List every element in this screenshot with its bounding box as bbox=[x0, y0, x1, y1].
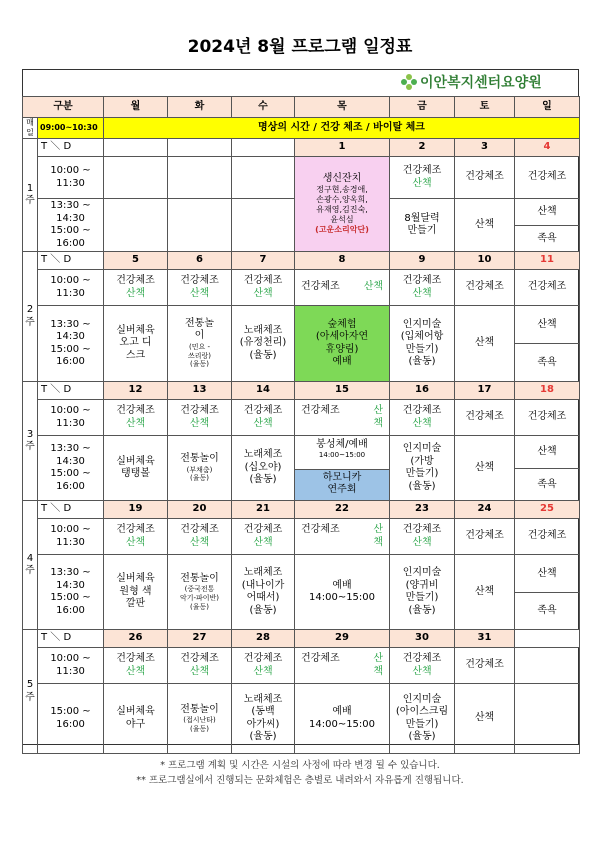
program-name: 전통놀이 bbox=[180, 703, 219, 715]
program-name: 건강체조 bbox=[402, 165, 442, 176]
program-name: 산책 bbox=[515, 555, 579, 593]
program-sub: 산책 bbox=[253, 287, 273, 299]
program-sub: 산책 bbox=[189, 665, 210, 677]
program-time: 14:00~15:00 bbox=[318, 451, 366, 459]
program-cell: 예배 14:00~15:00 bbox=[295, 684, 390, 754]
week1-morning-row bbox=[23, 157, 580, 199]
program-name: 건강체조 bbox=[116, 405, 155, 416]
date-cell: 19 bbox=[104, 501, 168, 519]
header-sun: 일 bbox=[515, 97, 580, 118]
td-header: T ＼ D bbox=[38, 382, 104, 400]
program-name: 족욕 bbox=[537, 233, 557, 244]
date-cell: 17 bbox=[455, 382, 515, 400]
date-cell: 20 bbox=[168, 501, 232, 519]
program-name: 전통놀 이 bbox=[185, 317, 214, 342]
date-cell: 27 bbox=[168, 630, 232, 648]
footnote-2: ** 프로그램실에서 진행되는 문화체험은 층별로 내려와서 자유롭게 진행됩니다. bbox=[136, 775, 464, 786]
empty-cell bbox=[104, 199, 168, 252]
td-header: T ＼ D bbox=[38, 139, 104, 157]
td-header: T ＼ D bbox=[38, 252, 104, 270]
program-name: 건강체조 bbox=[116, 653, 155, 664]
program-sub: 산책 bbox=[125, 417, 146, 429]
program-cell: 건강체조 bbox=[515, 519, 580, 555]
program-sub: 산책 bbox=[125, 536, 146, 548]
program-cell bbox=[390, 270, 455, 306]
empty-cell bbox=[515, 648, 580, 684]
program-name: 건강체조 bbox=[402, 524, 442, 535]
program-cell bbox=[295, 400, 390, 436]
program-name: 건강체조 bbox=[116, 275, 155, 286]
date-cell: 7 bbox=[232, 252, 295, 270]
program-name: 건강체조 bbox=[116, 524, 155, 535]
program-cell: 실버체육 야구 bbox=[104, 684, 168, 754]
program-detail: (중국전통 악기-파이반) bbox=[179, 585, 220, 602]
program-cell: 인지미술 (입체어항 만들기) (율동) bbox=[390, 306, 455, 382]
program-name: 건강체조 bbox=[180, 653, 219, 664]
program-cell bbox=[232, 270, 295, 306]
date-cell bbox=[168, 139, 232, 157]
program-cell bbox=[168, 400, 232, 436]
week4-morning-row bbox=[23, 519, 580, 555]
program-cell: 노래체조 (내나이가 어때서) (율동) bbox=[232, 555, 295, 630]
program-cell bbox=[168, 555, 232, 630]
program-cell bbox=[232, 400, 295, 436]
time-slot-pm: 13:30 ~ 14:30 15:00 ~ 16:00 bbox=[38, 199, 104, 252]
program-sub: 산책 bbox=[125, 287, 146, 299]
program-cell bbox=[168, 684, 232, 754]
week2-label: 2 주 bbox=[23, 252, 38, 382]
empty-cell bbox=[104, 157, 168, 199]
flower-logo-icon bbox=[400, 73, 418, 91]
daily-label: 매일 bbox=[23, 118, 38, 139]
program-sub: 산 책 bbox=[373, 524, 384, 548]
td-header: T ＼ D bbox=[38, 501, 104, 519]
program-name: 산책 bbox=[515, 306, 579, 344]
forest-experience-cell: 숲체험 (아세아자연 휴양림) 예배 bbox=[295, 306, 390, 382]
date-cell: 5 bbox=[104, 252, 168, 270]
date-cell: 22 bbox=[295, 501, 390, 519]
program-cell bbox=[390, 157, 455, 199]
program-note: (율동) bbox=[190, 474, 210, 483]
week5-morning-row bbox=[23, 648, 580, 684]
program-cell: 인지미술 (양귀비 만들기) (율동) bbox=[390, 555, 455, 630]
program-cell: 건강체조 bbox=[455, 648, 515, 684]
week1-label: 1 주 bbox=[23, 139, 38, 252]
date-cell: 3 bbox=[455, 139, 515, 157]
program-cell: 건강체조 bbox=[455, 519, 515, 555]
daily-row bbox=[23, 118, 580, 139]
program-cell bbox=[104, 400, 168, 436]
time-slot-pm: 13:30 ~ 14:30 15:00 ~ 16:00 bbox=[38, 555, 104, 630]
week5-date-row bbox=[23, 630, 580, 648]
header-tue: 화 bbox=[168, 97, 232, 118]
date-cell: 18 bbox=[515, 382, 580, 400]
program-cell: 건강체조 bbox=[515, 270, 580, 306]
date-cell: 21 bbox=[232, 501, 295, 519]
program-note: (율동) bbox=[190, 360, 210, 369]
program-cell: 건강체조 bbox=[455, 157, 515, 199]
program-name: 족욕 bbox=[537, 605, 557, 616]
date-cell: 16 bbox=[390, 382, 455, 400]
thu-split-cell bbox=[295, 436, 390, 501]
program-cell bbox=[168, 436, 232, 501]
header-thu: 목 bbox=[295, 97, 390, 118]
empty-cell bbox=[515, 684, 580, 754]
date-cell: 8 bbox=[295, 252, 390, 270]
program-name: 전통놀이 bbox=[180, 572, 219, 584]
program-cell: 인지미술 (가방 만들기) (율동) bbox=[390, 436, 455, 501]
program-cell: 실버체육 오고 디 스크 bbox=[104, 306, 168, 382]
mass-cell bbox=[295, 437, 389, 470]
program-cell: 산책 bbox=[455, 555, 515, 630]
logo bbox=[400, 70, 542, 94]
program-detail: (부채춤) bbox=[186, 465, 213, 474]
td-header: T ＼ D bbox=[38, 630, 104, 648]
program-name: 건강체조 bbox=[301, 405, 340, 416]
date-cell: 23 bbox=[390, 501, 455, 519]
date-cell: 24 bbox=[455, 501, 515, 519]
sun-split-cell bbox=[515, 436, 580, 501]
empty-cell bbox=[232, 157, 295, 199]
time-slot-am: 10:00 ~ 11:30 bbox=[38, 648, 104, 684]
program-name: 건강체조 bbox=[402, 653, 442, 664]
date-cell: 14 bbox=[232, 382, 295, 400]
date-cell: 2 bbox=[390, 139, 455, 157]
program-cell bbox=[168, 306, 232, 382]
program-note: (고운소리악단) bbox=[315, 225, 369, 235]
program-name: 건강체조 bbox=[301, 653, 340, 664]
program-name: 건강체조 bbox=[243, 405, 283, 416]
date-cell: 31 bbox=[455, 630, 515, 648]
header-fri: 금 bbox=[390, 97, 455, 118]
week5-afternoon-row bbox=[23, 684, 580, 754]
program-name: 건강체조 bbox=[402, 405, 442, 416]
empty-cell bbox=[232, 199, 295, 252]
program-sub: 산책 bbox=[189, 536, 210, 548]
program-sub: 산책 bbox=[253, 665, 273, 677]
program-sub: 산책 bbox=[189, 417, 210, 429]
program-cell: 산책 bbox=[455, 684, 515, 754]
program-sub: 산책 bbox=[253, 417, 273, 429]
week3-label: 3 주 bbox=[23, 382, 38, 501]
schedule-table bbox=[22, 96, 580, 754]
program-sub: 산책 bbox=[412, 417, 432, 429]
program-detail: (민요 - 쓰리랑) bbox=[188, 342, 212, 360]
birthday-party-cell bbox=[295, 157, 390, 252]
daily-program: 명상의 시간 / 건강 체조 / 바이탈 체크 bbox=[104, 118, 580, 139]
time-slot-pm: 13:30 ~ 14:30 15:00 ~ 16:00 bbox=[38, 306, 104, 382]
program-sub: 산 책 bbox=[373, 405, 384, 429]
date-cell: 1 bbox=[295, 139, 390, 157]
week3-afternoon-row bbox=[23, 436, 580, 501]
program-cell: 산책 bbox=[455, 436, 515, 501]
week2-afternoon-row bbox=[23, 306, 580, 382]
program-cell bbox=[390, 400, 455, 436]
program-cell: 건강체조 bbox=[455, 270, 515, 306]
date-cell: 30 bbox=[390, 630, 455, 648]
date-cell: 6 bbox=[168, 252, 232, 270]
program-cell bbox=[295, 519, 390, 555]
time-slot-pm: 13:30 ~ 14:30 15:00 ~ 16:00 bbox=[38, 436, 104, 501]
date-cell: 13 bbox=[168, 382, 232, 400]
week4-date-row bbox=[23, 501, 580, 519]
program-sub: 산책 bbox=[363, 281, 384, 293]
program-cell bbox=[104, 648, 168, 684]
sun-split-cell bbox=[515, 199, 580, 252]
program-name: 건강체조 bbox=[243, 275, 283, 286]
program-cell bbox=[168, 519, 232, 555]
program-cell: 실버체육 원형 색 깔판 bbox=[104, 555, 168, 630]
program-name: 산책 bbox=[515, 436, 579, 469]
program-names: 정구현,송경애, 손광수,양옥희, 유재영,김진숙, 윤석심 bbox=[316, 185, 368, 225]
sun-split-cell bbox=[515, 306, 580, 382]
program-cell: 노래체조 (동백 아가씨) (율동) bbox=[232, 684, 295, 754]
program-cell bbox=[168, 270, 232, 306]
week4-afternoon-row bbox=[23, 555, 580, 630]
harmonica-concert-cell: 하모니카 연주회 bbox=[295, 470, 389, 500]
program-cell: 건강체조 bbox=[515, 400, 580, 436]
program-note: (율동) bbox=[190, 602, 210, 611]
header-wed: 수 bbox=[232, 97, 295, 118]
program-cell bbox=[232, 648, 295, 684]
program-name: 건강체조 bbox=[243, 524, 283, 535]
daily-time: 09:00~10:30 bbox=[38, 118, 104, 139]
date-cell: 15 bbox=[295, 382, 390, 400]
program-cell: 건강체조 bbox=[455, 400, 515, 436]
program-sub: 산책 bbox=[253, 536, 273, 548]
program-name: 건강체조 bbox=[180, 275, 219, 286]
program-name: 봉성체/예배 bbox=[316, 438, 368, 450]
logo-text: 이안복지센터요양원 bbox=[420, 75, 542, 91]
date-cell: 12 bbox=[104, 382, 168, 400]
program-cell bbox=[104, 270, 168, 306]
program-name: 산책 bbox=[515, 199, 579, 226]
week5-label: 5 주 bbox=[23, 630, 38, 754]
program-sub: 산책 bbox=[412, 536, 432, 548]
date-cell: 10 bbox=[455, 252, 515, 270]
program-cell bbox=[104, 519, 168, 555]
program-sub: 산책 bbox=[125, 665, 146, 677]
week1-date-row bbox=[23, 139, 580, 157]
header-row bbox=[23, 97, 580, 118]
week2-morning-row bbox=[23, 270, 580, 306]
date-cell bbox=[104, 139, 168, 157]
header-category: 구분 bbox=[23, 97, 104, 118]
empty-cell bbox=[168, 199, 232, 252]
week3-date-row bbox=[23, 382, 580, 400]
program-sub: 산 책 bbox=[373, 653, 384, 677]
program-sub: 산책 bbox=[189, 287, 210, 299]
program-name: 생신잔치 bbox=[322, 172, 362, 184]
sun-split-cell bbox=[515, 555, 580, 630]
program-cell bbox=[232, 519, 295, 555]
date-cell: 28 bbox=[232, 630, 295, 648]
program-cell: 산책 bbox=[455, 306, 515, 382]
empty-cell bbox=[168, 157, 232, 199]
program-cell bbox=[390, 519, 455, 555]
program-name: 건강체조 bbox=[243, 653, 283, 664]
program-note: (율동) bbox=[190, 724, 210, 733]
week3-morning-row bbox=[23, 400, 580, 436]
time-slot-am: 10:00 ~ 11:30 bbox=[38, 270, 104, 306]
program-name: 전통놀이 bbox=[180, 453, 219, 464]
program-cell bbox=[295, 270, 390, 306]
program-name: 족욕 bbox=[537, 357, 557, 368]
program-sub: 산책 bbox=[412, 287, 432, 299]
program-cell: 8월달력 만들기 bbox=[390, 199, 455, 252]
program-cell: 인지미술 (아이스크림 만들기) (율동) bbox=[390, 684, 455, 754]
time-slot-pm: 15:00 ~ 16:00 bbox=[38, 684, 104, 754]
date-cell: 26 bbox=[104, 630, 168, 648]
program-name: 건강체조 bbox=[402, 275, 442, 286]
date-cell: 4 bbox=[515, 139, 580, 157]
week4-label: 4 주 bbox=[23, 501, 38, 630]
header-sat: 토 bbox=[455, 97, 515, 118]
week2-date-row bbox=[23, 252, 580, 270]
date-cell: 29 bbox=[295, 630, 390, 648]
time-slot-am: 10:00 ~ 11:30 bbox=[38, 400, 104, 436]
program-cell bbox=[168, 648, 232, 684]
program-detail: (접시난타) bbox=[183, 716, 216, 724]
footnote-1: * 프로그램 계획 및 시간은 시설의 사정에 따라 변경 될 수 있습니다. bbox=[160, 760, 440, 771]
time-slot-am: 10:00 ~ 11:30 bbox=[38, 157, 104, 199]
program-cell bbox=[390, 648, 455, 684]
program-sub: 산책 bbox=[412, 665, 432, 677]
time-slot-am: 10:00 ~ 11:30 bbox=[38, 519, 104, 555]
program-name: 건강체조 bbox=[301, 524, 340, 535]
program-name: 건강체조 bbox=[180, 524, 219, 535]
date-cell: 25 bbox=[515, 501, 580, 519]
page-title: 2024년 8월 프로그램 일정표 bbox=[187, 37, 413, 57]
program-cell: 노래체조 (십오야) (율동) bbox=[232, 436, 295, 501]
program-cell: 노래체조 (유정천리) (율동) bbox=[232, 306, 295, 382]
program-cell: 실버체육 탱탱볼 bbox=[104, 436, 168, 501]
date-cell: 11 bbox=[515, 252, 580, 270]
program-name: 건강체조 bbox=[301, 281, 340, 293]
header-mon: 월 bbox=[104, 97, 168, 118]
program-cell: 건강체조 bbox=[515, 157, 580, 199]
date-cell: 9 bbox=[390, 252, 455, 270]
date-cell bbox=[515, 630, 580, 648]
date-cell bbox=[232, 139, 295, 157]
program-sub: 산책 bbox=[412, 177, 432, 189]
program-cell: 예배 14:00~15:00 bbox=[295, 555, 390, 630]
program-cell bbox=[295, 648, 390, 684]
program-name: 족욕 bbox=[537, 479, 557, 490]
program-name: 건강체조 bbox=[180, 405, 219, 416]
program-cell: 산책 bbox=[455, 199, 515, 252]
